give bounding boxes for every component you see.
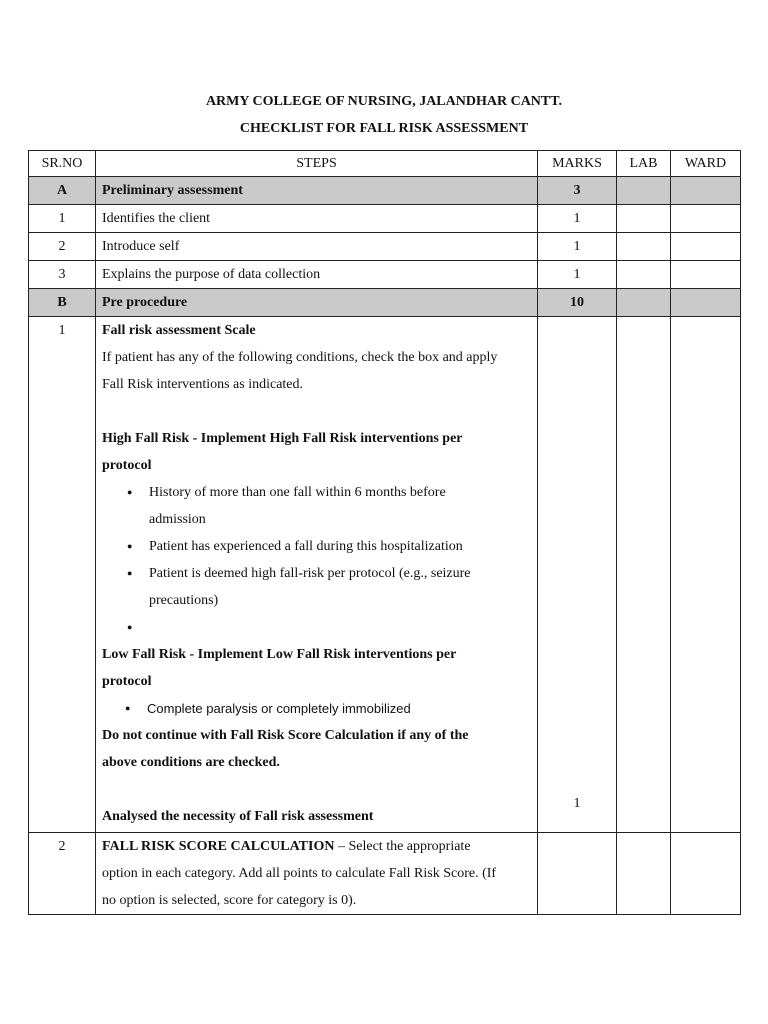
row-ward — [671, 833, 741, 915]
row-lab — [617, 233, 671, 261]
section-b-row — [29, 289, 741, 317]
list-item-line: ● History of more than one fall within 6 months before — [149, 485, 446, 500]
college-name: ARMY COLLEGE OF NURSING, JALANDHAR CANTT. — [205, 94, 563, 109]
score-dash: – — [334, 839, 349, 854]
analysed-marks: 1 — [573, 796, 581, 811]
row-sr: 1 — [29, 317, 96, 833]
fall-risk-scale-cell — [96, 317, 538, 833]
section-a-sr: A — [29, 177, 96, 205]
section-a-marks: 3 — [538, 177, 617, 205]
row-step: Introduce self — [96, 233, 538, 261]
section-a-lab — [617, 177, 671, 205]
row-marks — [538, 833, 617, 915]
table-row-fall-risk-scale — [29, 317, 741, 833]
section-a-title: Preliminary assessment — [96, 177, 538, 205]
warning-line-1: Do not continue with Fall Risk Score Calculation if any of the — [102, 728, 469, 743]
list-item-line — [149, 614, 531, 641]
col-header-marks: MARKS — [538, 151, 617, 177]
row-lab — [617, 261, 671, 289]
list-item — [149, 533, 531, 560]
table-row — [29, 205, 741, 233]
row-ward — [671, 233, 741, 261]
list-item — [149, 479, 531, 533]
score-heading: FALL RISK SCORE CALCULATION — [102, 839, 335, 854]
section-a-row — [29, 177, 741, 205]
section-b-sr: B — [29, 289, 96, 317]
intro-line-2: Fall Risk interventions as indicated. — [102, 377, 304, 392]
row-sr: 2 — [29, 833, 96, 915]
row-lab — [617, 205, 671, 233]
score-calculation-cell — [96, 833, 538, 915]
intro-line-1: If patient has any of the following conditions, check the box and apply — [102, 350, 498, 365]
row-step: Explains the purpose of data collection — [96, 261, 538, 289]
checklist-table — [28, 150, 741, 915]
spacer — [102, 776, 531, 803]
low-risk-heading-2: protocol — [102, 674, 152, 689]
section-b-ward — [671, 289, 741, 317]
table-row — [29, 261, 741, 289]
col-header-steps: STEPS — [96, 151, 538, 177]
list-item-line: ● Patient is deemed high fall-risk per protocol (e.g., seizure — [149, 566, 471, 581]
row-lab — [617, 833, 671, 915]
row-marks: 1 — [538, 261, 617, 289]
col-header-ward: WARD — [671, 151, 741, 177]
low-risk-heading-1: Low Fall Risk - Implement Low Fall Risk interventions per — [102, 647, 457, 662]
section-b-lab — [617, 289, 671, 317]
table-row — [29, 233, 741, 261]
col-header-lab: LAB — [617, 151, 671, 177]
warning-line-2: above conditions are checked. — [102, 755, 280, 770]
checklist-title: CHECKLIST FOR FALL RISK ASSESSMENT — [239, 121, 529, 136]
row-marks: 1 — [538, 233, 617, 261]
list-item-line: admission — [149, 512, 206, 527]
row-step: Identifies the client — [96, 205, 538, 233]
low-risk-list — [102, 695, 531, 722]
high-risk-list — [102, 479, 531, 641]
section-b-title: Pre procedure — [96, 289, 538, 317]
high-risk-heading-1: High Fall Risk - Implement High Fall Risk interventions per — [102, 431, 463, 446]
high-risk-heading-2: protocol — [102, 458, 152, 473]
section-a-ward — [671, 177, 741, 205]
row-ward — [671, 261, 741, 289]
section-b-marks: 10 — [538, 289, 617, 317]
table-row-score-calculation — [29, 833, 741, 915]
table-header-row — [29, 151, 741, 177]
row-marks — [538, 317, 617, 833]
score-line-1 — [102, 833, 531, 860]
list-item-empty — [149, 614, 531, 641]
row-ward — [671, 205, 741, 233]
row-lab — [617, 317, 671, 833]
score-line-2: option in each category. Add all points to calculate Fall Risk Score. (If — [102, 866, 497, 881]
spacer — [102, 398, 531, 425]
row-sr: 3 — [29, 261, 96, 289]
row-sr: 2 — [29, 233, 96, 261]
analysed-line: Analysed the necessity of Fall risk assessment — [102, 809, 374, 824]
row-ward — [671, 317, 741, 833]
score-line-1-text: Select the appropriate — [348, 839, 471, 854]
list-item-line: precautions) — [149, 593, 219, 608]
list-item-line: ● Patient has experienced a fall during this hospitalization — [149, 539, 463, 554]
col-header-sr: SR.NO — [29, 151, 96, 177]
score-line-3: no option is selected, score for category is 0). — [102, 893, 357, 908]
list-item: ● Complete paralysis or completely immobilized — [147, 695, 531, 722]
row-sr: 1 — [29, 205, 96, 233]
list-item — [149, 560, 531, 614]
fall-risk-scale-heading: Fall risk assessment Scale — [102, 323, 256, 338]
document-header — [0, 92, 768, 146]
row-marks: 1 — [538, 205, 617, 233]
